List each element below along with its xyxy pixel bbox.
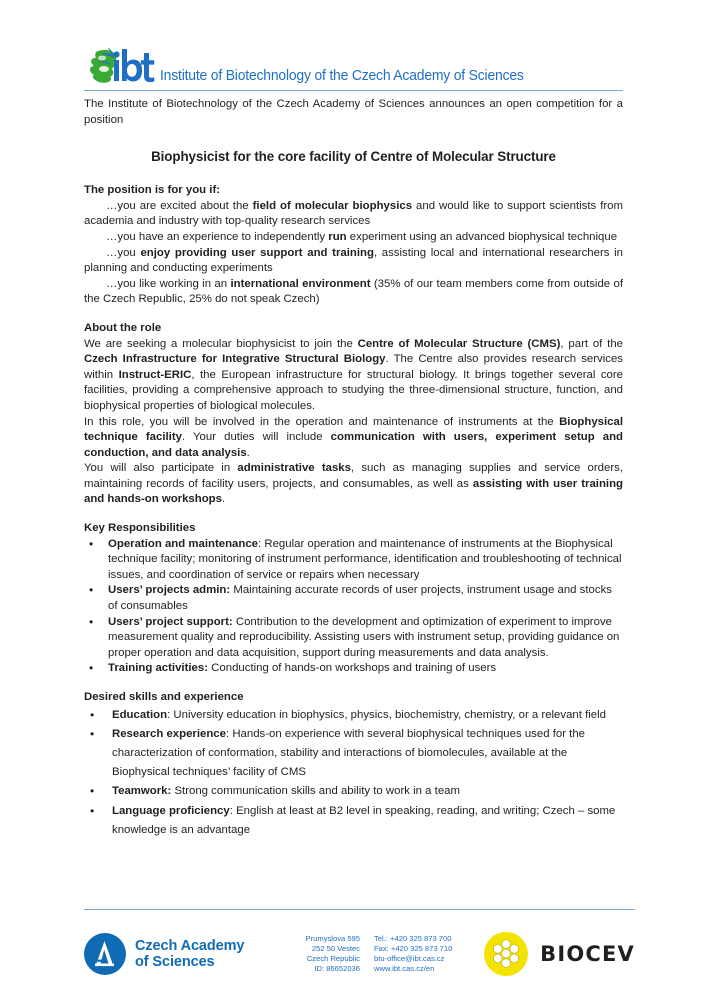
list-item-text: Strong communication skills and ability to work in a team [171,785,460,798]
about-p1-d: , the European infrastructure for structural biology. It brings together several core facilities, providing a comprehensive approach to studying the three-dimensional structure, function, and biophysical properties of biological molecules. [84,368,623,412]
about-p2-b1: Biophysical technique facility [84,415,623,444]
list-item-text: : Hands-on experience with several biophysical techniques used for the characterization of conformation, stability and interactions of biomolecules, available at the Biophysical techniques’ facility of CMS [112,727,585,779]
contact-phone: Tel.: +420 325 873 700 [374,933,452,943]
list-item [84,615,623,662]
biocev-mark-icon [483,931,529,977]
list-item-bold: Users’ project support: [108,615,233,628]
about-p3-c: . [221,493,226,506]
list-item-bold: Education [112,708,168,721]
list-item-bold: Teamwork: [112,785,172,798]
list-item [84,537,623,584]
list-item [84,782,623,801]
about-p1-b3: Instruct-ERIC [118,368,192,381]
address-line: Prumyslova 595 [305,933,360,943]
position-item-bold: enjoy providing user support and training [140,246,374,259]
header-title: Institute of Biotechnology of the Czech Academy of Sciences [160,68,524,84]
section-heading-about-role: About the role [84,321,162,334]
czech-academy-wordmark [135,938,244,971]
position-item-bold: field of molecular biophysics [252,199,413,212]
contact-fax: Fax: +420 325 873 710 [374,943,453,953]
list-item [84,725,623,783]
about-p2-a: In this role, you will be involved in the operation and maintenance of instruments at the [84,415,560,428]
position-item [84,277,623,308]
section-heading-key-responsibilities: Key Responsibilities [84,522,196,535]
czech-academy-mark-icon [84,933,126,975]
list-item-bold: Training activities: [108,662,209,675]
position-item-post: and would like to support scientists from academia and industry with top-quality research services [84,199,623,228]
desired-skills-list [84,706,623,840]
position-item-pre: …you have an experience to independently [106,230,329,243]
list-item-text: Conducting of hands-on workshops and training of users [208,662,497,675]
contact-block [286,934,482,975]
key-responsibilities-list [84,537,623,677]
document-header [84,0,623,86]
contact-website[interactable]: www.ibt.cas.cz/en [374,964,435,974]
list-item-bold: Research experience [112,727,226,740]
about-p3-b1: administrative tasks [237,462,351,475]
cas-line2: of Sciences [135,954,215,970]
about-p3-b: , such as managing supplies and service orders, maintaining records of facility users, projects, and consumables, as well as [84,462,624,490]
about-p1-b1: Centre of Molecular Structure (CMS) [357,337,561,350]
list-item [84,583,623,614]
address-line: Czech Republic [306,954,360,963]
about-p3-a: You will also participate in [84,462,238,475]
contact-column [374,934,482,975]
biocev-logo [483,931,635,977]
about-p1-a: We are seeking a molecular biophysicist to join the [84,337,358,350]
position-item-post: (35% of our team members come from outside of the Czech Republic, 25% do not speak Czech) [84,277,623,306]
list-item-text: : University education in biophysics, physics, biochemistry, chemistry, or a relevant field [167,708,606,721]
position-item-pre: …you like working in an [106,277,231,290]
czech-academy-logo [84,933,252,975]
list-item [84,661,623,677]
list-item-text: Maintaining accurate records of user projects, instrument usage and stocks of consumables [108,584,612,613]
position-item-post: experiment using an advanced biophysical technique [346,230,618,243]
about-p2-b2: communication with users, experiment setup and conduction, and data analysis [84,431,623,459]
about-p2-b: . Your duties will include [181,431,331,444]
list-item-text: Contribution to the development and optimization of experiment to improve measurement quality and reproducibility. Assisting users with instrument setup, providing guidance on proper operation and data acquisition, support during measurements and data analysis. [108,615,620,659]
cas-line1: Czech Academy [135,937,245,954]
position-item-bold: run [328,230,347,243]
position-item [84,246,623,277]
about-p1-c: . The Centre also provides research services within [84,353,623,381]
list-item-bold: Users’ projects admin: [108,584,231,597]
contact-email[interactable]: btu-office@ibt.cas.cz [374,954,445,963]
address-line: 252 50 Vestec [311,943,360,953]
position-item-pre: …you are excited about the [106,199,253,212]
position-item [84,199,623,230]
list-item [84,706,623,725]
about-p1-b2: Czech Infrastructure for Integrative Structural Biology [84,353,386,366]
section-heading-desired-skills: Desired skills and experience [84,691,244,703]
about-role-paragraph [84,415,623,462]
position-item [84,230,623,246]
section-heading-position: The position is for you if: [84,184,221,197]
list-item-bold: Language proficiency [112,804,230,817]
document-footer [84,909,635,982]
page-title: Biophysicist for the core facility of Centre of Molecular Structure [151,149,556,165]
list-item [84,802,623,840]
address-column [286,934,360,975]
about-role-paragraph [84,337,623,415]
address-line: ID: 86652036 [314,964,360,974]
about-p3-b2: assisting with user training and hands-on workshops [84,477,623,506]
about-p1-b: , part of the [560,337,623,350]
biocev-wordmark: BIOCEV [540,942,635,966]
ibt-logo-icon [84,46,158,88]
header-divider [84,90,623,91]
list-item-bold: Operation and maintenance [108,537,259,550]
about-role-paragraph [84,461,623,508]
position-item-bold: international environment [230,277,371,290]
intro-paragraph: The Institute of Biotechnology of the Czech Academy of Sciences announces an open competition for a position [84,98,623,126]
position-item-pre: …you [106,246,141,259]
position-item-post: , assisting local and international researchers in planning and conducting experiments [84,246,623,275]
list-item-text: : English at least at B2 level in speaking, reading, and writing; Czech – some knowledge is an advantage [112,804,616,836]
footer-divider [84,909,635,910]
list-item-text: : Regular operation and maintenance of instruments at the Biophysical technique facility; monitoring of instrument performance, identification and troubleshooting of technical issues, and coordination of service or repairs when necessary [108,537,622,581]
about-p2-c: . [246,446,250,459]
